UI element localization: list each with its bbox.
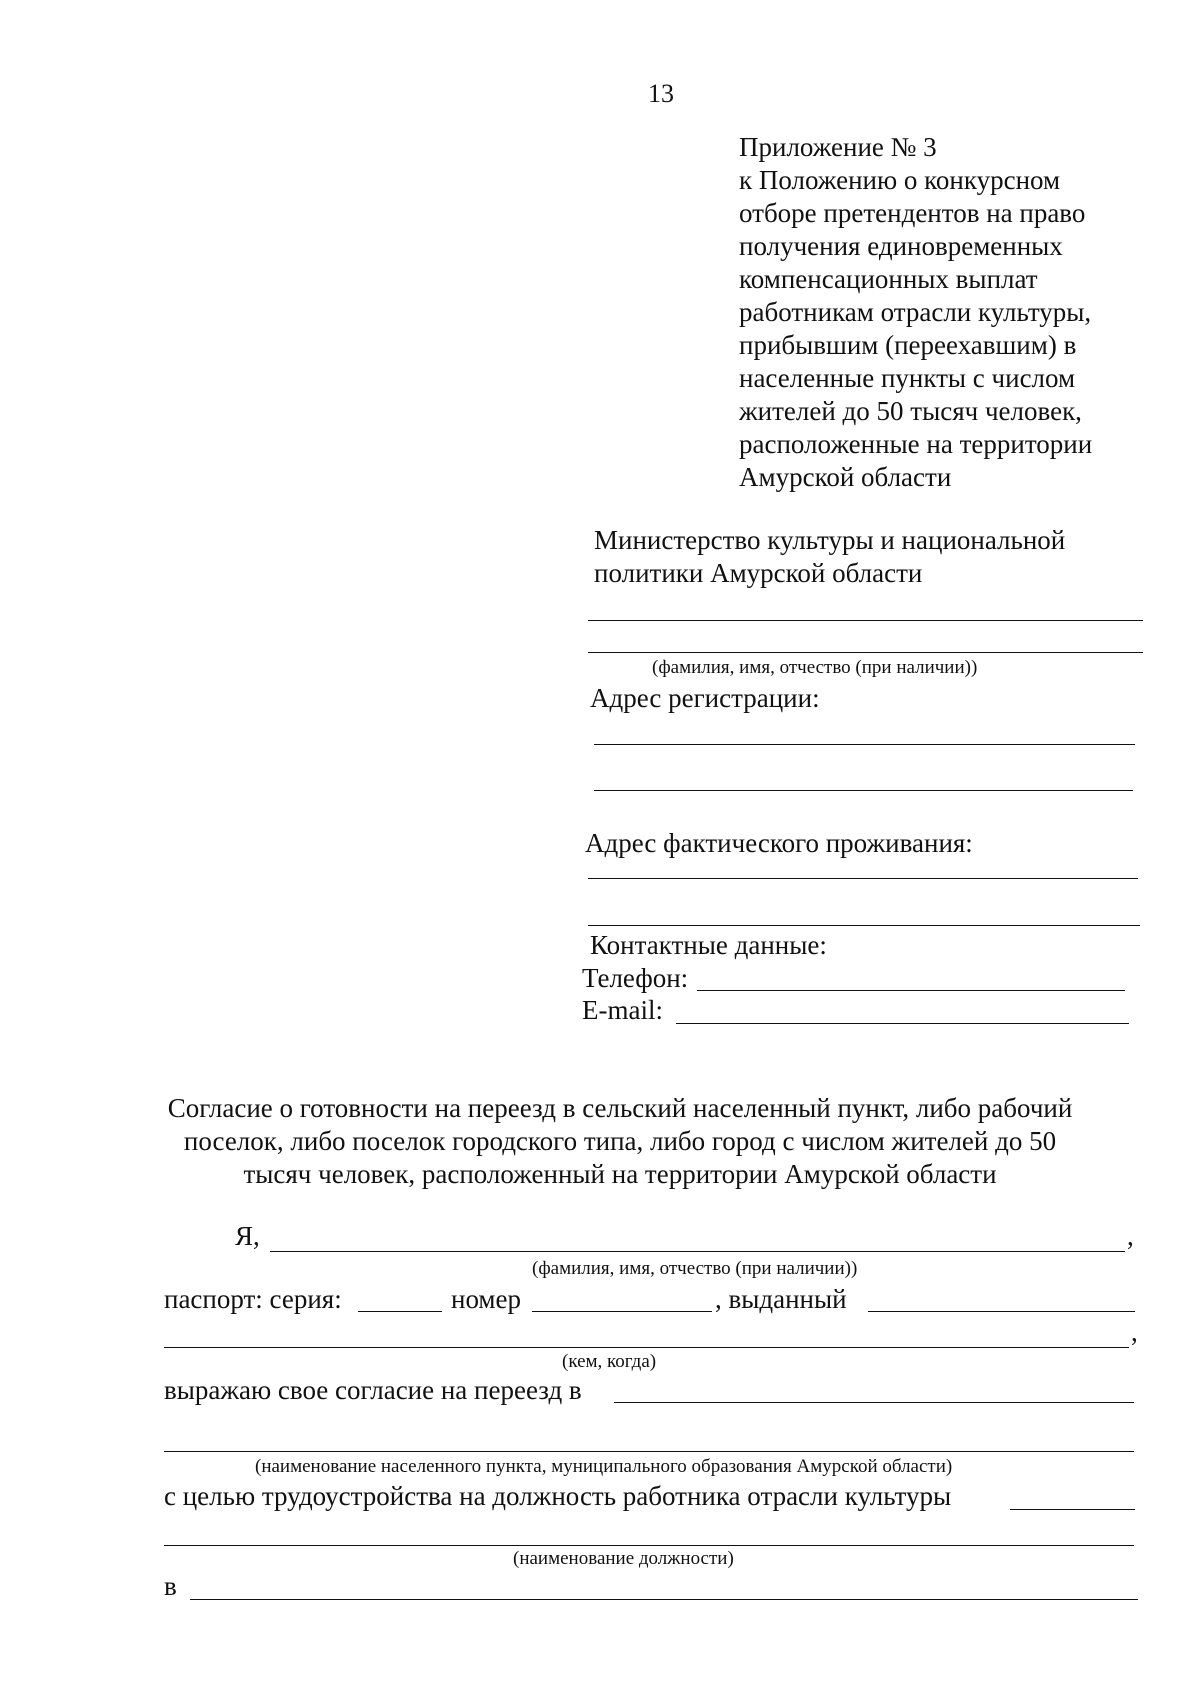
passport-series-label: паспорт: серия: [164, 1284, 342, 1314]
consent-title-line: поселок, либо поселок городского типа, либо город с числом жителей до 50 [183, 1126, 1057, 1156]
passport-issued-field[interactable] [868, 1311, 1135, 1312]
appendix-line: компенсационных выплат [739, 264, 1038, 294]
position-caption: (наименование должности) [513, 1548, 734, 1569]
appendix-line: Амурской области [739, 462, 952, 492]
registration-address-label: Адрес регистрации: [590, 683, 820, 713]
appendix-line: получения единовременных [739, 231, 1063, 261]
registration-address-field-2[interactable] [594, 790, 1133, 791]
consent-title-line: Согласие о готовности на переезд в сельский населенный пункт, либо рабочий [167, 1093, 1073, 1123]
position-field-1[interactable] [1010, 1509, 1135, 1510]
passport-number-field[interactable] [532, 1311, 712, 1312]
ministry-line-2: политики Амурской области [594, 558, 923, 588]
applicant-name-field-1[interactable] [588, 620, 1143, 621]
email-field[interactable] [676, 1023, 1129, 1024]
i-label: Я, [235, 1221, 260, 1251]
appendix-line: расположенные на территории [739, 429, 1093, 459]
appendix-line: жителей до 50 тысяч человек, [739, 396, 1082, 426]
phone-field[interactable] [697, 990, 1125, 991]
position-field-2[interactable] [164, 1545, 1134, 1546]
settlement-field-1[interactable] [614, 1402, 1134, 1403]
appendix-line: к Положению о конкурсном [739, 165, 1061, 195]
registration-address-field-1[interactable] [594, 744, 1135, 745]
consent-fio-caption: (фамилия, имя, отчество (при наличии)) [532, 1258, 858, 1279]
consent-title [130, 1092, 1110, 1191]
organization-field[interactable] [190, 1599, 1138, 1600]
appendix-line: населенные пункты с числом [739, 363, 1076, 393]
settlement-caption: (наименование населенного пункта, муниципального образования Амурской области) [255, 1456, 953, 1477]
passport-issued-label: , выданный [715, 1284, 847, 1314]
consent-fio-field[interactable] [270, 1251, 1125, 1252]
issued-comma: , [1131, 1317, 1138, 1347]
page-number: 13 [648, 79, 674, 108]
appendix-block [739, 131, 1092, 494]
appendix-line: работникам отрасли культуры, [739, 297, 1092, 327]
passport-series-field[interactable] [358, 1311, 442, 1312]
purpose-label: с целью трудоустройства на должность работника отрасли культуры [164, 1481, 952, 1511]
actual-address-field-1[interactable] [588, 878, 1138, 879]
phone-label: Телефон: [582, 963, 689, 993]
actual-address-label: Адрес фактического проживания: [585, 828, 973, 858]
email-label: E-mail: [582, 995, 663, 1025]
actual-address-field-2[interactable] [588, 925, 1140, 926]
consent-move-label: выражаю свое согласие на переезд в [164, 1375, 582, 1405]
passport-number-label: номер [451, 1284, 522, 1314]
appendix-line: прибывшим (переехавшим) в [739, 330, 1077, 360]
applicant-name-field-2[interactable] [588, 652, 1143, 653]
applicant-fio-caption: (фамилия, имя, отчество (при наличии)) [652, 657, 978, 678]
issued-caption: (кем, когда) [562, 1351, 657, 1372]
passport-issued-field-2[interactable] [164, 1347, 1129, 1348]
appendix-line: отборе претендентов на право [739, 198, 1086, 228]
appendix-line: Приложение № 3 [739, 132, 937, 162]
fio-comma: , [1127, 1221, 1134, 1251]
consent-title-line: тысяч человек, расположенный на территории Амурской области [243, 1159, 997, 1189]
in-label: в [164, 1571, 177, 1601]
settlement-field-2[interactable] [164, 1451, 1134, 1452]
ministry-line-1: Министерство культуры и национальной [594, 525, 1066, 555]
contacts-label: Контактные данные: [590, 930, 827, 960]
